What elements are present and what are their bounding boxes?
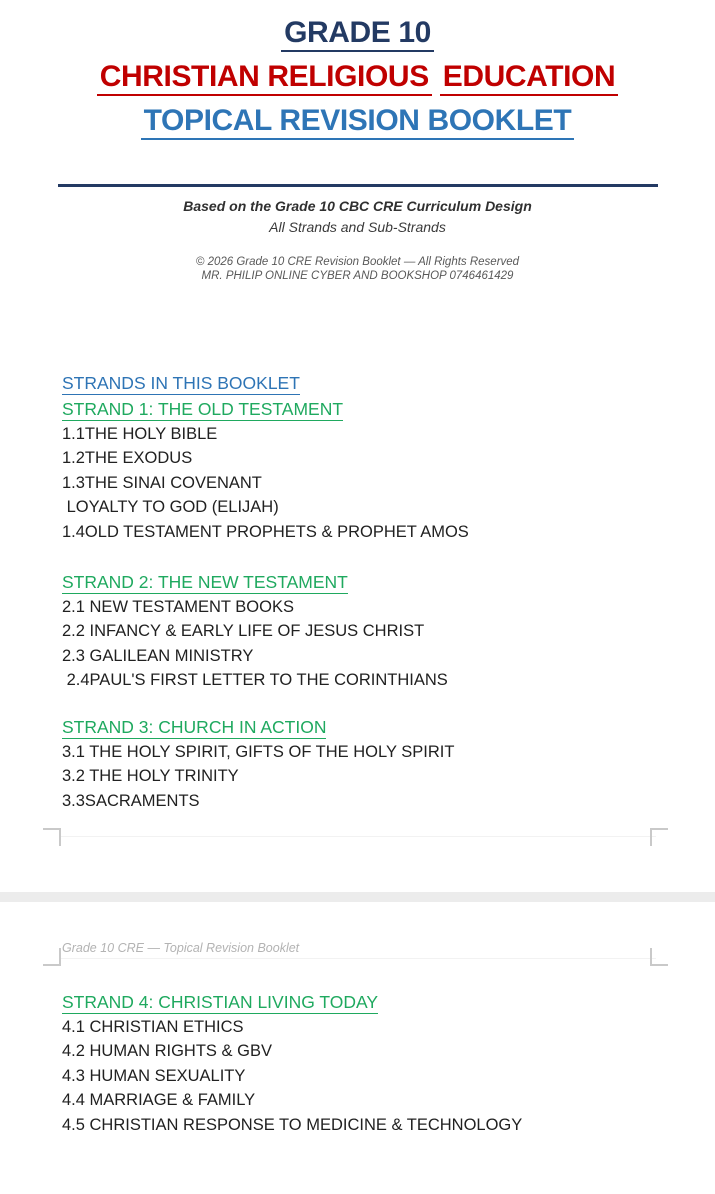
page-2-text-boundary-line <box>60 958 656 959</box>
strand-4-item: 4.1 CHRISTIAN ETHICS <box>62 1018 244 1036</box>
page-2-header-text: Grade 10 CRE — Topical Revision Booklet <box>62 941 300 955</box>
strand-4-item: 4.2 HUMAN RIGHTS & GBV <box>62 1042 272 1061</box>
strand-3-item: 3.2 THE HOLY TRINITY <box>62 767 239 786</box>
tagline-bold: Based on the Grade 10 CBC CRE Curriculum Design <box>183 198 532 214</box>
strand-3-heading: STRAND 3: CHURCH IN ACTION <box>62 717 327 737</box>
section-strand-3 <box>62 714 672 813</box>
title-booklet-text: TOPICAL REVISION BOOKLET <box>141 104 575 140</box>
strand-1-item: 1.2THE EXODUS <box>62 449 193 468</box>
page-gap-separator <box>0 892 715 902</box>
title-subject-part2: EDUCATION <box>440 60 619 96</box>
page-1-bottom-right-corner-mark <box>650 828 668 846</box>
strand-1-item: LOYALTY TO GOD (ELIJAH) <box>62 498 279 517</box>
strand-3-item: 3.1 THE HOLY SPIRIT, GIFTS OF THE HOLY SPIRIT <box>62 743 455 761</box>
section-strand-2 <box>62 569 672 693</box>
page-2-top-right-corner-mark <box>650 948 668 966</box>
copyright-line: © 2026 Grade 10 CRE Revision Booklet — All Rights Reserved <box>195 256 520 268</box>
strand-3-item: 3.3SACRAMENTS <box>62 791 200 810</box>
title-line-subject <box>0 55 715 99</box>
title-line-booklet <box>0 99 715 143</box>
document-title-block <box>0 11 715 143</box>
publisher-line: MR. PHILIP ONLINE CYBER AND BOOKSHOP 0746461429 <box>201 270 514 282</box>
strand-2-item: 2.3 GALILEAN MINISTRY <box>62 646 254 665</box>
page-1-text-boundary-line <box>60 836 656 837</box>
strand-4-item: 4.5 CHRISTIAN RESPONSE TO MEDICINE & TECHNOLOGY <box>62 1115 523 1134</box>
title-subject-part1: CHRISTIAN RELIGIOUS <box>97 60 432 96</box>
copyright-block <box>0 255 715 283</box>
title-grade-text: GRADE 10 <box>281 16 434 52</box>
page-1-bottom-left-corner-mark <box>43 828 61 846</box>
tagline-block <box>0 196 715 238</box>
strand-2-item: 2.4PAUL'S FIRST LETTER TO THE CORINTHIANS <box>62 671 448 690</box>
strand-2-item: 2.2 INFANCY & EARLY LIFE OF JESUS CHRIST <box>62 622 425 641</box>
strand-4-item: 4.4 MARRIAGE & FAMILY <box>62 1091 256 1110</box>
tagline-sub: All Strands and Sub-Strands <box>269 219 446 235</box>
strand-1-item: 1.1THE HOLY BIBLE <box>62 425 218 443</box>
section-strand-1 <box>62 370 672 544</box>
title-divider-rule <box>58 184 658 187</box>
toc-heading: STRANDS IN THIS BOOKLET <box>62 373 300 393</box>
strand-1-item: 1.3THE SINAI COVENANT <box>62 473 262 492</box>
title-line-grade <box>0 11 715 55</box>
section-strand-4 <box>62 989 672 1137</box>
strand-2-item: 2.1 NEW TESTAMENT BOOKS <box>62 598 294 616</box>
strand-4-item: 4.3 HUMAN SEXUALITY <box>62 1066 246 1085</box>
strand-4-heading: STRAND 4: CHRISTIAN LIVING TODAY <box>62 992 379 1012</box>
strand-1-item: 1.4OLD TESTAMENT PROPHETS & PROPHET AMOS <box>62 522 469 541</box>
page-2-top-left-corner-mark <box>43 948 61 966</box>
strand-1-heading: STRAND 1: THE OLD TESTAMENT <box>62 399 344 419</box>
strand-2-heading: STRAND 2: THE NEW TESTAMENT <box>62 572 348 592</box>
